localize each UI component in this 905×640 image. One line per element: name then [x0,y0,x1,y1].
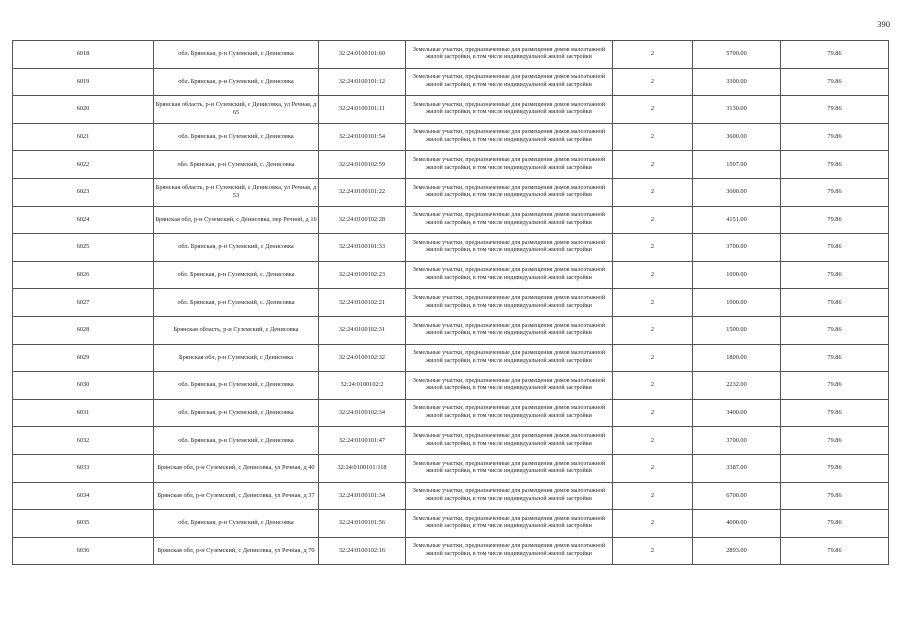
specific-value-cell: 79.86 [781,234,889,262]
area-cell: 5700.00 [693,41,781,69]
group-cell: 2 [613,537,693,565]
row-number-cell: 6026 [13,261,154,289]
land-use-cell: Земельные участки, предназначенные для размещения домов малоэтажной жилой застройки, в том числе индивидуальной жилой застройки [406,372,613,400]
group-cell: 2 [613,68,693,96]
table-row [13,344,889,372]
area-cell: 1507.00 [693,151,781,179]
area-cell: 3700.00 [693,427,781,455]
specific-value-cell: 79.86 [781,151,889,179]
land-use-cell: Земельные участки, предназначенные для размещения домов малоэтажной жилой застройки, в том числе индивидуальной жилой застройки [406,41,613,69]
address-cell: обл. Брянская, р-н Суземский, с Денисовка [154,399,319,427]
table-row [13,123,889,151]
group-cell: 2 [613,234,693,262]
table-row [13,41,889,69]
table-row [13,289,889,317]
row-number-cell: 6028 [13,316,154,344]
area-cell: 2232.00 [693,372,781,400]
cadastral-number-cell: 32:24:0100101:22 [319,178,406,206]
land-use-cell: Земельные участки, предназначенные для размещения домов малоэтажной жилой застройки, в том числе индивидуальной жилой застройки [406,178,613,206]
cadastral-number-cell: 32:24:0100101:34 [319,482,406,510]
address-cell: обл. Брянская, р-н Суземский, с Денисовка [154,123,319,151]
land-use-cell: Земельные участки, предназначенные для размещения домов малоэтажной жилой застройки, в том числе индивидуальной жилой застройки [406,537,613,565]
area-cell: 1000.00 [693,289,781,317]
address-cell: Брянская обл, р-н Суземский, с Денисовка, ул Речная, д 40 [154,454,319,482]
group-cell: 2 [613,41,693,69]
specific-value-cell: 79.86 [781,454,889,482]
cadastral-number-cell: 32:24:0100102:59 [319,151,406,179]
row-number-cell: 6025 [13,234,154,262]
table-row [13,151,889,179]
land-use-cell: Земельные участки, предназначенные для размещения домов малоэтажной жилой застройки, в том числе индивидуальной жилой застройки [406,344,613,372]
group-cell: 2 [613,372,693,400]
area-cell: 1500.00 [693,316,781,344]
group-cell: 2 [613,399,693,427]
page-number: 390 [877,19,890,29]
land-use-cell: Земельные участки, предназначенные для размещения домов малоэтажной жилой застройки, в том числе индивидуальной жилой застройки [406,123,613,151]
cadastral-number-cell: 32:24:0100102:28 [319,206,406,234]
group-cell: 2 [613,482,693,510]
specific-value-cell: 79.86 [781,372,889,400]
cadastral-number-cell: 32:24:0100102:23 [319,261,406,289]
address-cell: обл. Брянская, р-н Суземский, с. Денисовка [154,261,319,289]
address-cell: обл. Брянская, р-н Суземский, с Денисовка [154,427,319,455]
cadastral-number-cell: 32:24:0100102:34 [319,399,406,427]
area-cell: 3387.00 [693,454,781,482]
address-cell: Брянская обл, р-н Суземский, с Денисовка, пер Речной, д 16 [154,206,319,234]
cadastral-value-table [12,40,889,565]
table-row [13,427,889,455]
specific-value-cell: 79.86 [781,41,889,69]
address-cell: Брянская область, р-н Суземский, с Денисовка [154,316,319,344]
table-row [13,454,889,482]
group-cell: 2 [613,261,693,289]
table-row [13,537,889,565]
cadastral-number-cell: 32:24:0100101:12 [319,68,406,96]
address-cell: обл. Брянская, р-н Суземский, с Денисовка [154,234,319,262]
cadastral-number-cell: 32:24:0100101:54 [319,123,406,151]
cadastral-number-cell: 32:24:0100101:118 [319,454,406,482]
specific-value-cell: 79.86 [781,316,889,344]
land-use-cell: Земельные участки, предназначенные для размещения домов малоэтажной жилой застройки, в том числе индивидуальной жилой застройки [406,68,613,96]
area-cell: 3000.00 [693,178,781,206]
group-cell: 2 [613,178,693,206]
specific-value-cell: 79.86 [781,68,889,96]
land-use-cell: Земельные участки, предназначенные для размещения домов малоэтажной жилой застройки, в том числе индивидуальной жилой застройки [406,482,613,510]
specific-value-cell: 79.86 [781,537,889,565]
address-cell: обл. Брянская, р-н Суземский, с. Денисовка [154,151,319,179]
group-cell: 2 [613,96,693,124]
address-cell: Брянская область, р-н Суземский, с Денисовка, ул Речная, д 53 [154,178,319,206]
address-cell: Брянская обл, р-н Суземский, с Денисовка, ул Речная, д 70 [154,537,319,565]
table-row [13,399,889,427]
cadastral-number-cell: 32:24:0100102:31 [319,316,406,344]
cadastral-number-cell: 32:24:0100101:33 [319,234,406,262]
row-number-cell: 6018 [13,41,154,69]
row-number-cell: 6019 [13,68,154,96]
area-cell: 3600.00 [693,123,781,151]
specific-value-cell: 79.86 [781,206,889,234]
area-cell: 3700.00 [693,234,781,262]
specific-value-cell: 79.86 [781,96,889,124]
row-number-cell: 6029 [13,344,154,372]
row-number-cell: 6021 [13,123,154,151]
group-cell: 2 [613,289,693,317]
address-cell: Брянская обл, р-н Суземский, с Денисовка, ул Речная, д 37 [154,482,319,510]
area-cell: 3130.00 [693,96,781,124]
row-number-cell: 6027 [13,289,154,317]
row-number-cell: 6033 [13,454,154,482]
row-number-cell: 6023 [13,178,154,206]
table-row [13,234,889,262]
land-use-cell: Земельные участки, предназначенные для размещения домов малоэтажной жилой застройки, в том числе индивидуальной жилой застройки [406,427,613,455]
row-number-cell: 6030 [13,372,154,400]
area-cell: 4000.00 [693,510,781,538]
area-cell: 4151.00 [693,206,781,234]
cadastral-number-cell: 32:24:0100102:21 [319,289,406,317]
address-cell: Брянская обл, р-н Суземский, с Денисовка [154,344,319,372]
group-cell: 2 [613,427,693,455]
table-row [13,482,889,510]
table-body [13,41,889,565]
table-row [13,178,889,206]
address-cell: обл. Брянская, р-н Суземский, с Денисовка [154,68,319,96]
cadastral-number-cell: 32:24:0100102:32 [319,344,406,372]
specific-value-cell: 79.86 [781,178,889,206]
area-cell: 6700.00 [693,482,781,510]
address-cell: обл. Брянская, р-н Суземский, с Денисовка [154,372,319,400]
address-cell: Брянская область, р-н Суземский, с Денисовка, ул Речная, д 65 [154,96,319,124]
area-cell: 1800.00 [693,344,781,372]
specific-value-cell: 79.86 [781,482,889,510]
cadastral-number-cell: 32:24:0100101:56 [319,510,406,538]
address-cell: обл. Брянская, р-н Суземский, с Денисовка [154,510,319,538]
group-cell: 2 [613,151,693,179]
specific-value-cell: 79.86 [781,427,889,455]
table-row [13,316,889,344]
table-row [13,206,889,234]
cadastral-number-cell: 32:24:0100102:16 [319,537,406,565]
cadastral-number-cell: 32:24:0100101:60 [319,41,406,69]
table-row [13,68,889,96]
row-number-cell: 6035 [13,510,154,538]
group-cell: 2 [613,454,693,482]
table-row [13,261,889,289]
row-number-cell: 6036 [13,537,154,565]
land-use-cell: Земельные участки, предназначенные для размещения домов малоэтажной жилой застройки, в том числе индивидуальной жилой застройки [406,96,613,124]
land-use-cell: Земельные участки, предназначенные для размещения домов малоэтажной жилой застройки, в том числе индивидуальной жилой застройки [406,454,613,482]
group-cell: 2 [613,206,693,234]
specific-value-cell: 79.86 [781,399,889,427]
table-row [13,96,889,124]
specific-value-cell: 79.86 [781,289,889,317]
land-use-cell: Земельные участки, предназначенные для размещения домов малоэтажной жилой застройки, в том числе индивидуальной жилой застройки [406,234,613,262]
table-row [13,510,889,538]
row-number-cell: 6024 [13,206,154,234]
area-cell: 1000.00 [693,261,781,289]
cadastral-number-cell: 32:24:0100102:2 [319,372,406,400]
area-cell: 3300.00 [693,68,781,96]
row-number-cell: 6032 [13,427,154,455]
cadastral-number-cell: 32:24:0100101:47 [319,427,406,455]
address-cell: обл. Брянская, р-н Суземский, с Денисовка [154,41,319,69]
specific-value-cell: 79.86 [781,261,889,289]
land-use-cell: Земельные участки, предназначенные для размещения домов малоэтажной жилой застройки, в том числе индивидуальной жилой застройки [406,206,613,234]
row-number-cell: 6020 [13,96,154,124]
group-cell: 2 [613,344,693,372]
group-cell: 2 [613,510,693,538]
land-use-cell: Земельные участки, предназначенные для размещения домов малоэтажной жилой застройки, в том числе индивидуальной жилой застройки [406,151,613,179]
row-number-cell: 6022 [13,151,154,179]
specific-value-cell: 79.86 [781,123,889,151]
row-number-cell: 6031 [13,399,154,427]
area-cell: 3400.00 [693,399,781,427]
land-use-cell: Земельные участки, предназначенные для размещения домов малоэтажной жилой застройки, в том числе индивидуальной жилой застройки [406,261,613,289]
address-cell: обл. Брянская, р-н Суземский, с. Денисовка [154,289,319,317]
land-use-cell: Земельные участки, предназначенные для размещения домов малоэтажной жилой застройки, в том числе индивидуальной жилой застройки [406,316,613,344]
land-use-cell: Земельные участки, предназначенные для размещения домов малоэтажной жилой застройки, в том числе индивидуальной жилой застройки [406,399,613,427]
table-row [13,372,889,400]
specific-value-cell: 79.86 [781,344,889,372]
group-cell: 2 [613,123,693,151]
land-use-cell: Земельные участки, предназначенные для размещения домов малоэтажной жилой застройки, в том числе индивидуальной жилой застройки [406,510,613,538]
area-cell: 2893.00 [693,537,781,565]
row-number-cell: 6034 [13,482,154,510]
specific-value-cell: 79.86 [781,510,889,538]
group-cell: 2 [613,316,693,344]
land-use-cell: Земельные участки, предназначенные для размещения домов малоэтажной жилой застройки, в том числе индивидуальной жилой застройки [406,289,613,317]
cadastral-number-cell: 32:24:0100101:11 [319,96,406,124]
